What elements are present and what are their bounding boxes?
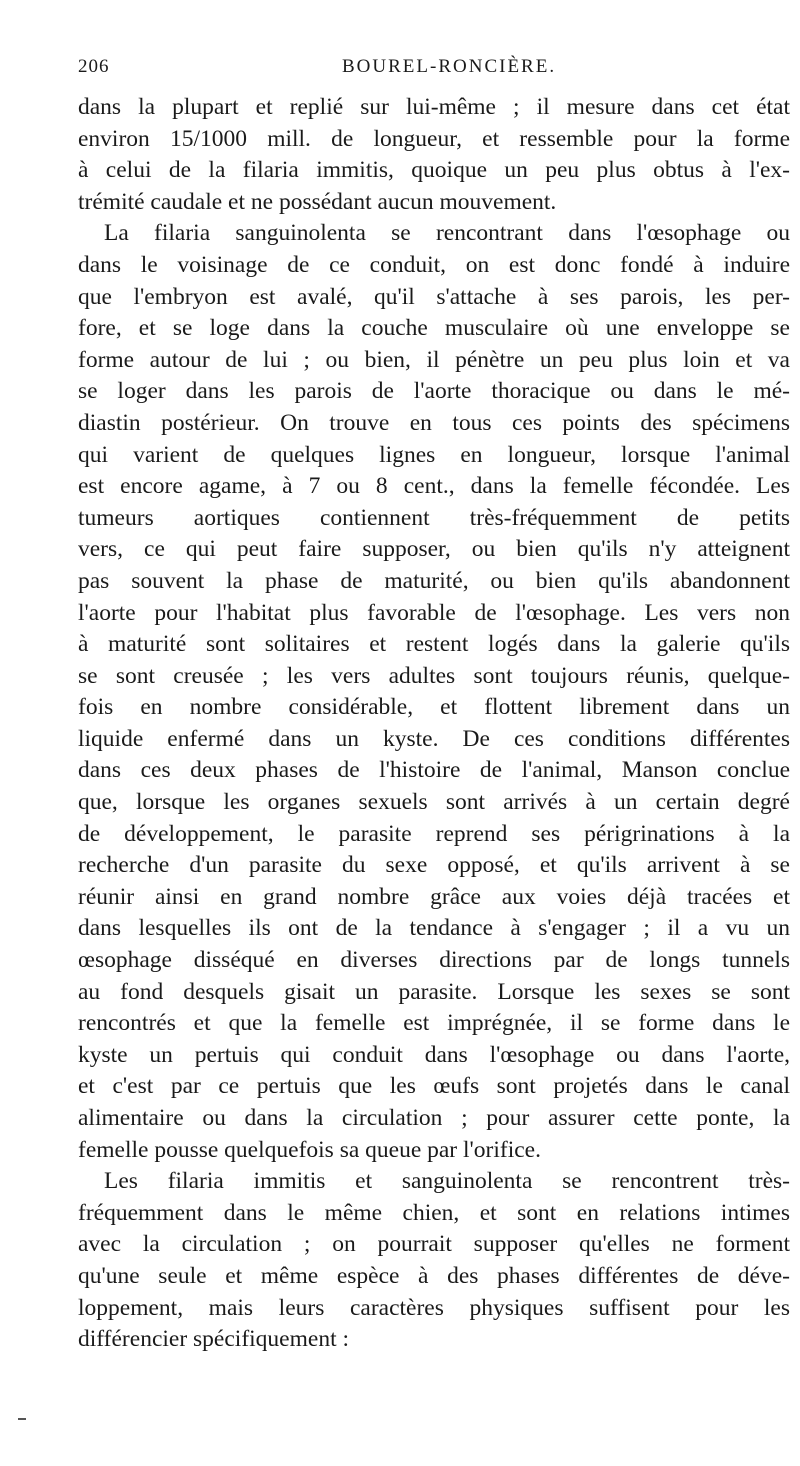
- text-line: rencontrés et que la femelle est imprégnée, il se forme dans le: [78, 1010, 790, 1037]
- text-line: dans lesquelles ils ont de la tendance à s'engager ; il a vu un: [78, 915, 790, 942]
- paragraph-2: [78, 218, 790, 1166]
- text-line: environ 15/1000 mill. de longueur, et ressemble pour la forme: [78, 125, 790, 152]
- paragraph-3: [78, 1166, 790, 1356]
- text-line: kyste un pertuis qui conduit dans l'œsophage ou dans l'aorte,: [78, 1041, 790, 1068]
- text-line: La filaria sanguinolenta se rencontrant dans l'œsophage ou: [104, 220, 790, 247]
- running-title: BOUREL-RONCIÈRE.: [342, 56, 557, 77]
- text-line: se loger dans les parois de l'aorte thoracique ou dans le mé-: [78, 378, 790, 405]
- text-line: diastin postérieur. On trouve en tous ces points des spécimens: [78, 409, 790, 436]
- margin-mark: [18, 1418, 26, 1420]
- text-line: œsophage disséqué en diverses directions par de longs tunnels: [78, 947, 790, 974]
- text-line: trémité caudale et ne possédant aucun mouvement.: [78, 188, 557, 215]
- text-line: avec la circulation ; on pourrait supposer qu'elles ne forment: [78, 1231, 790, 1258]
- text-line: que l'embryon est avalé, qu'il s'attache à ses parois, les per-: [78, 283, 790, 310]
- text-line: à maturité sont solitaires et restent logés dans la galerie qu'ils: [78, 631, 790, 658]
- page-header: [78, 56, 788, 84]
- text-line: se sont creusée ; les vers adultes sont toujours réunis, quelque-: [78, 662, 790, 689]
- text-line: l'aorte pour l'habitat plus favorable de l'œsophage. Les vers non: [78, 599, 790, 626]
- text-line: dans la plupart et replié sur lui-même ; il mesure dans cet état: [78, 94, 790, 120]
- text-line: fois en nombre considérable, et flottent librement dans un: [78, 694, 790, 721]
- text-line: recherche d'un parasite du sexe opposé, et qu'ils arrivent à se: [78, 852, 790, 879]
- text-line: est encore agame, à 7 ou 8 cent., dans la femelle fécondée. Les: [78, 473, 790, 500]
- text-line: que, lorsque les organes sexuels sont arrivés à un certain degré: [78, 789, 790, 816]
- text-line: différencier spécifiquement :: [78, 1326, 349, 1353]
- text-line: alimentaire ou dans la circulation ; pour assurer cette ponte, la: [78, 1105, 790, 1131]
- text-line: au fond desquels gisait un parasite. Lorsque les sexes se sont: [78, 978, 790, 1005]
- text-line: fore, et se loge dans la couche musculaire où une enveloppe se: [78, 315, 790, 342]
- text-line: femelle pousse quelquefois sa queue par l'orifice.: [78, 1136, 541, 1163]
- text-line: dans ces deux phases de l'histoire de l'animal, Manson conclue: [78, 757, 790, 784]
- paragraph-1: [78, 92, 790, 218]
- text-line: à celui de la filaria immitis, quoique un peu plus obtus à l'ex-: [78, 157, 790, 184]
- text-line: et c'est par ce pertuis que les œufs sont projetés dans le canal: [78, 1073, 790, 1100]
- text-line: dans le voisinage de ce conduit, on est donc fondé à induire: [78, 251, 790, 278]
- text-line: de développement, le parasite reprend ses périgrinations à la: [78, 820, 790, 847]
- text-line: fréquemment dans le même chien, et sont en relations intimes: [78, 1199, 790, 1226]
- text-line: tumeurs aortiques contiennent très-fréquemment de petits: [78, 504, 790, 531]
- text-line: forme autour de lui ; ou bien, il pénètre un peu plus loin et va: [78, 346, 790, 373]
- text-line: Les filaria immitis et sanguinolenta se rencontrent très-: [104, 1168, 790, 1195]
- page-number: 206: [78, 56, 110, 77]
- text-line: liquide enfermé dans un kyste. De ces conditions différentes: [78, 725, 790, 752]
- text-line: loppement, mais leurs caractères physiques suffisent pour les: [78, 1294, 790, 1321]
- body-text: [78, 92, 790, 1356]
- text-line: réunir ainsi en grand nombre grâce aux voies déjà tracées et: [78, 883, 790, 910]
- text-line: pas souvent la phase de maturité, ou bien qu'ils abandonnent: [78, 567, 790, 594]
- text-line: qu'une seule et même espèce à des phases différentes de déve-: [78, 1262, 790, 1289]
- text-line: vers, ce qui peut faire supposer, ou bien qu'ils n'y atteignent: [78, 536, 790, 563]
- text-line: qui varient de quelques lignes en longueur, lorsque l'animal: [78, 441, 790, 468]
